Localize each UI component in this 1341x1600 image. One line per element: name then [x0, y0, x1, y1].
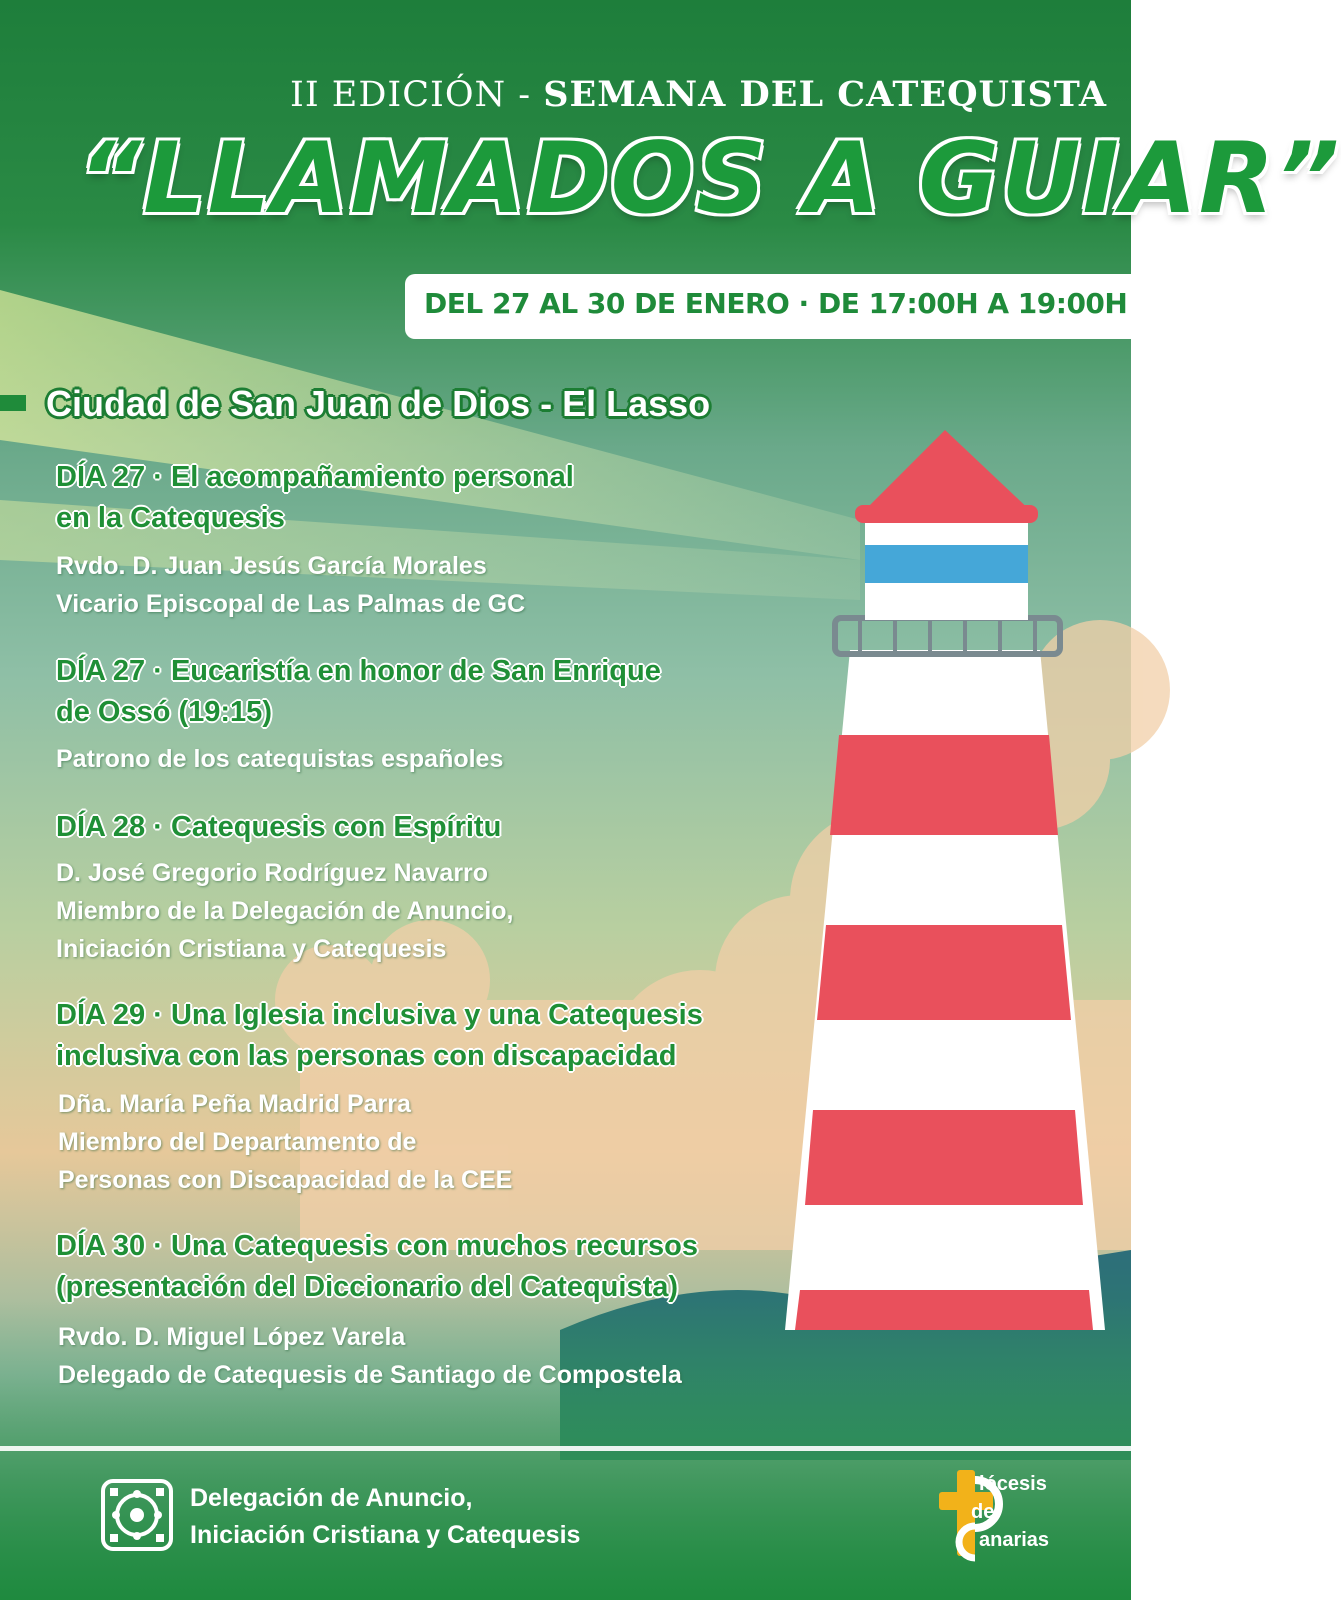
event-5-title: DÍA 30 · Una Catequesis con muchos recursos (presentación del Diccionario del Catequista)	[56, 1230, 698, 1303]
footer-divider	[0, 1446, 1131, 1451]
diocese-logo-line3: anarias	[979, 1529, 1050, 1551]
event-name: SEMANA DEL CATEQUISTA	[543, 74, 1108, 115]
venue-accent-bar	[0, 395, 26, 411]
diocese-logo-line2: de	[971, 1501, 995, 1523]
edition-number: II EDICIÓN -	[290, 75, 532, 115]
diocese-logo-line1: iócesis	[979, 1473, 1047, 1495]
event-3-description: D. José Gregorio Rodríguez Navarro Miembro de la Delegación de Anuncio, Iniciación Cristiana y Catequesis	[56, 859, 514, 963]
organizer-name: Delegación de Anuncio, Iniciación Cristiana y Catequesis	[190, 1484, 581, 1549]
event-5-description: Rvdo. D. Miguel López Varela Delegado de Catequesis de Santiago de Compostela	[58, 1323, 682, 1389]
event-2-description: Patrono de los catequistas españoles	[56, 745, 504, 773]
diocese-logo	[935, 1464, 1075, 1564]
event-1-title: DÍA 27 · El acompañamiento personal en la Catequesis	[56, 461, 574, 534]
main-title: “LLAMADOS A GUIAR”	[78, 122, 1341, 236]
event-1-description: Rvdo. D. Juan Jesús García Morales Vicario Episcopal de Las Palmas de GC	[56, 552, 526, 618]
edition-heading	[290, 74, 1107, 115]
delegation-emblem-icon	[100, 1478, 174, 1552]
date-range: DEL 27 AL 30 DE ENERO · DE 17:00H A 19:00H	[424, 287, 1128, 320]
event-2-title: DÍA 27 · Eucaristía en honor de San Enrique de Ossó (19:15)	[56, 655, 661, 728]
event-4-description: Dña. María Peña Madrid Parra Miembro del Departamento de Personas con Discapacidad de la CEE	[58, 1090, 513, 1194]
venue-name: Ciudad de San Juan de Dios - El Lasso	[46, 383, 711, 424]
event-4-title: DÍA 29 · Una Iglesia inclusiva y una Catequesis inclusiva con las personas con discapacidad	[56, 999, 703, 1072]
event-3-title: DÍA 28 · Catequesis con Espíritu	[56, 811, 502, 843]
